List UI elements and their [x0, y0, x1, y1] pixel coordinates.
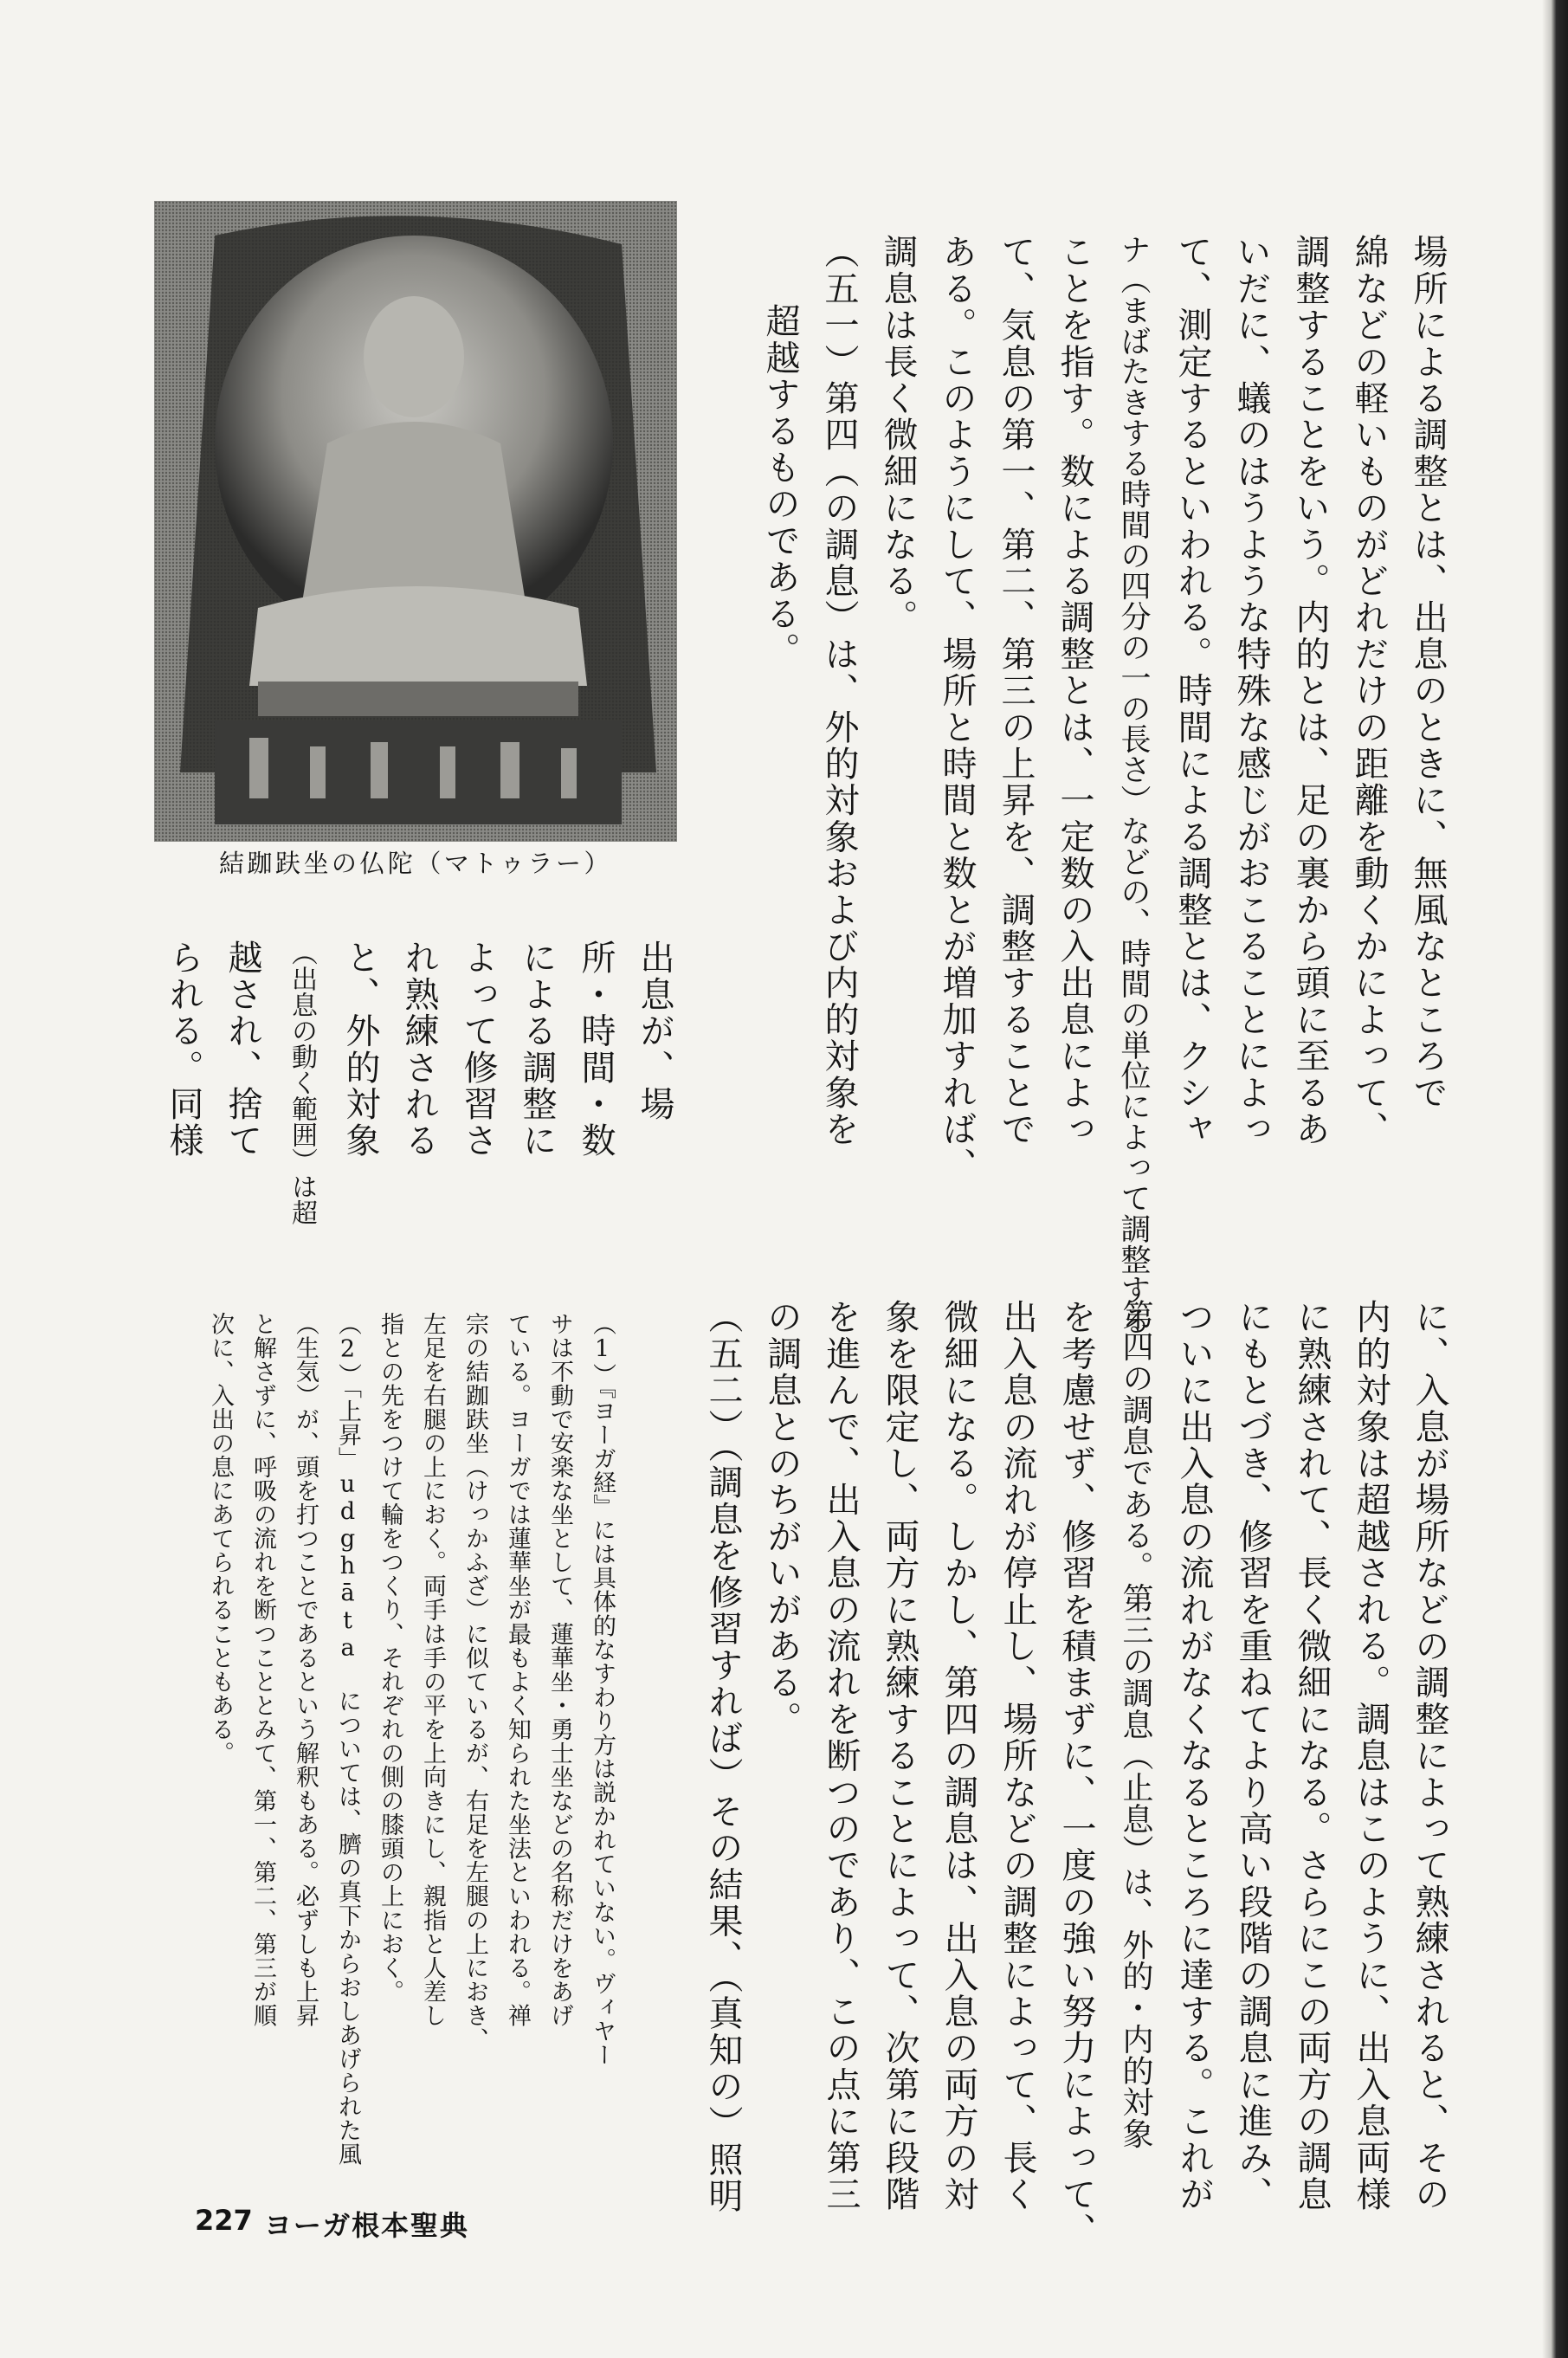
text-column: 出息が、場: [635, 940, 674, 1122]
text-column: 場所による調整とは、出息のときに、無風なところで: [1408, 234, 1448, 1111]
text-column: を進んで、出入息の流れを断つのであり、この点に第三: [821, 1299, 861, 2213]
footnote-line: （2）「上昇」udghāta については、臍の真下からおしあげられた風: [334, 1312, 361, 2167]
page-edge: [1542, 0, 1568, 2358]
text-column: 越され、捨て: [223, 940, 262, 1160]
text-column: に、入息が場所などの調整によって熟練されると、その: [1410, 1299, 1449, 2213]
footnote-line: 左足を右腿の上におく。両手は手の平を上向きにし、親指と人差し: [419, 1312, 446, 2028]
text-column: 微細になる。しかし、第四の調息は、出入息の両方の対: [939, 1299, 978, 2213]
footnote-line: サは不動で安楽な坐として、蓮華坐・勇士坐などの名称だけをあげ: [546, 1312, 573, 2028]
page-number: 227: [195, 2204, 253, 2237]
text-column: 第四の調息である。第三の調息（止息）は、外的・内的対象: [1118, 1299, 1153, 2149]
text-column: 調整することをいう。内的とは、足の裏から頭に至るあ: [1290, 234, 1330, 1147]
running-head: ヨーガ根本聖典: [264, 2209, 469, 2242]
text-column: 出入息の流れが停止し、場所などの調整によって、長く: [997, 1299, 1037, 2213]
text-column: 所・時間・数: [576, 940, 616, 1160]
text-column: ついに出入息の流れがなくなるところに達する。これが: [1174, 1299, 1214, 2213]
text-column: と、外的対象: [340, 940, 380, 1160]
bottom-right-text: [645, 1299, 1459, 2250]
section-heading-52: （五二）（調息を修習すれば）その結果、（真知の）照明: [703, 1299, 743, 2215]
text-column: 綿などの軽いものがどれだけの距離を動くかによって、: [1349, 234, 1389, 1147]
footnote-line: 次に、入出の息にあてられることもある。: [207, 1312, 234, 1766]
footnotes: [173, 1312, 623, 2167]
text-column: ことを指す。数による調整とは、一定数の入出息によっ: [1055, 234, 1094, 1147]
text-column: に熟練されて、長く微細になる。さらにこの両方の調息: [1292, 1299, 1332, 2213]
text-column: よって修習さ: [458, 940, 498, 1160]
text-column: いだに、蟻のはうような特殊な感じがおこることによっ: [1231, 234, 1271, 1147]
text-column: ある。このようにして、場所と時間と数とが増加すれば、: [937, 234, 977, 1185]
footnote-line: 指との先をつけて輪をつくり、それぞれの側の膝頭の上におく。: [377, 1312, 403, 2004]
footnote-line: （1）『ヨーガ経』には具体的なすわり方は説かれていない。ヴィヤー: [589, 1312, 616, 2067]
text-column: 内的対象は超越される。調息はこのように、出入息両様: [1351, 1299, 1391, 2213]
text-column: にもとづき、修習を重ねてより高い段階の調息に進み、: [1233, 1299, 1273, 2213]
text-column: 超越するものである。: [760, 303, 800, 669]
top-right-text: [743, 234, 1457, 1336]
text-column: 調息は長く微細になる。: [878, 234, 918, 636]
buddha-photo: [154, 201, 677, 842]
text-column: られる。同様: [164, 940, 203, 1160]
text-column: て、気息の第一、第二、第三の上昇を、調整することで: [996, 234, 1036, 1147]
text-column: れ熟練される: [399, 940, 439, 1160]
text-column: ナ（まばたきする時間の四分の一の長さ）などの、時間の単位によって調整する: [1116, 234, 1151, 1336]
text-column: の調息とのちがいがある。: [762, 1299, 802, 1738]
footnote-line: ている。ヨーガでは蓮華坐が最もよく知られた坐法といわれる。禅: [504, 1312, 531, 2028]
top-left-text: [147, 940, 684, 1303]
text-column: による調整に: [517, 940, 557, 1160]
text-column: （出息の動く範囲）は超: [287, 940, 317, 1225]
footnote-line: と解さずに、呼吸の流れを断つこととみて、第一、第二、第三が順: [249, 1312, 276, 2028]
text-column: て、測定するといわれる。時間による調整とは、クシャ: [1172, 234, 1212, 1147]
text-column: 象を限定し、両方に熟練することによって、次第に段階: [880, 1299, 920, 2213]
text-column: を考慮せず、修習を積まずに、一度の強い努力によって、: [1056, 1299, 1096, 2250]
footnote-line: （生気）が、頭を打つことであるという解釈もある。必ずしも上昇: [292, 1312, 319, 2028]
section-heading-51: （五一）第四（の調息）は、外的対象および内的対象を: [819, 234, 859, 1147]
figure-caption: 結跏趺坐の仏陀（マトゥラー）: [219, 849, 612, 878]
footnote-line: 宗の結跏趺坐（けっかふざ）に似ているが、右足を左腿の上におき、: [461, 1312, 488, 2051]
